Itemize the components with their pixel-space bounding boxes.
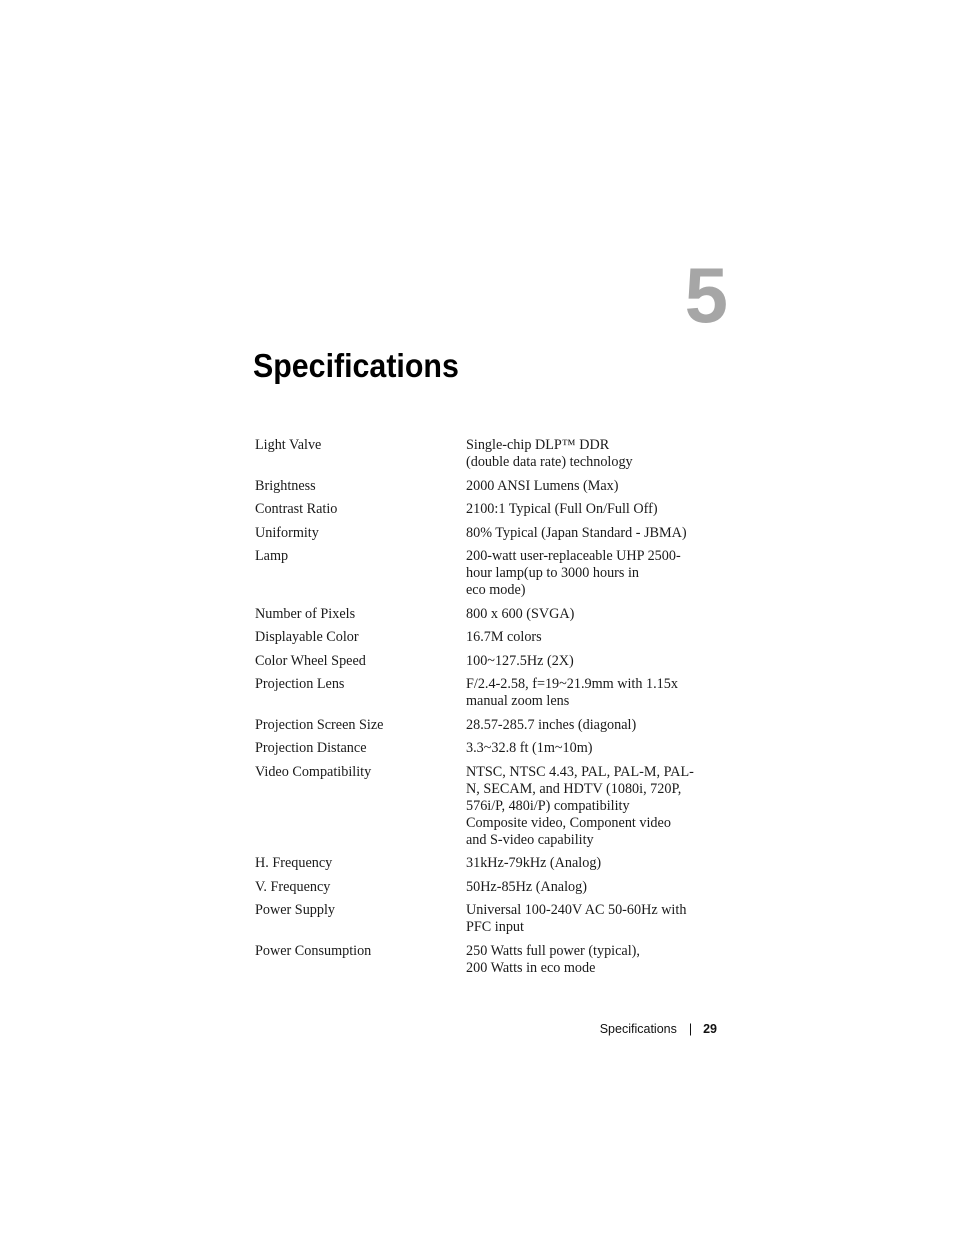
- spec-value: [466, 548, 700, 599]
- spec-label: Projection Lens: [255, 676, 345, 692]
- spec-label: Color Wheel Speed: [255, 652, 366, 669]
- spec-value-line: NTSC, NTSC 4.43, PAL, PAL-M, PAL-: [466, 763, 694, 780]
- spec-value-line: (double data rate) technology: [466, 454, 633, 470]
- footer-section-title: Specifications: [599, 1022, 677, 1036]
- page-footer: [600, 1020, 717, 1038]
- spec-row: [255, 501, 700, 518]
- page-title: Specifications: [253, 347, 459, 384]
- spec-value: [466, 478, 700, 495]
- spec-value: [466, 902, 700, 936]
- spec-value-line: manual zoom lens: [466, 693, 570, 709]
- spec-value-line: 16.7M colors: [466, 629, 542, 645]
- spec-value-line: 800 x 600 (SVGA): [466, 605, 575, 622]
- spec-label: Uniformity: [255, 524, 319, 541]
- spec-label: V. Frequency: [255, 878, 331, 895]
- spec-row: [255, 478, 700, 495]
- spec-table: [255, 437, 700, 983]
- spec-value-line: F/2.4-2.58, f=19~21.9mm with 1.15x: [466, 676, 678, 692]
- spec-label: Brightness: [255, 477, 316, 494]
- spec-label: Power Consumption: [255, 942, 372, 959]
- spec-value-line: 576i/P, 480i/P) compatibility: [466, 797, 630, 814]
- spec-value-line: N, SECAM, and HDTV (1080i, 720P,: [466, 780, 682, 797]
- chapter-number: 5: [684, 251, 726, 339]
- spec-value-line: 50Hz-85Hz (Analog): [466, 878, 587, 895]
- spec-row: [255, 606, 700, 623]
- spec-value-line: 100~127.5Hz (2X): [466, 652, 574, 669]
- spec-row: [255, 548, 700, 599]
- spec-row: [255, 653, 700, 670]
- spec-value: [466, 437, 700, 471]
- spec-row: [255, 525, 700, 542]
- spec-row: [255, 902, 700, 936]
- spec-value-line: PFC input: [466, 919, 524, 935]
- spec-label: Contrast Ratio: [255, 501, 338, 517]
- spec-value: [466, 676, 700, 710]
- spec-label: Power Supply: [255, 902, 336, 918]
- spec-value-line: 250 Watts full power (typical),: [466, 942, 640, 959]
- spec-value-line: eco mode): [466, 582, 526, 598]
- spec-label: Video Compatibility: [255, 763, 372, 780]
- spec-value: [466, 629, 700, 646]
- spec-row: [255, 879, 700, 896]
- spec-row: [255, 676, 700, 710]
- spec-row: [255, 943, 700, 977]
- spec-value-line: and S-video capability: [466, 831, 594, 848]
- spec-value: [466, 764, 700, 849]
- spec-value-line: 80% Typical (Japan Standard - JBMA): [466, 524, 687, 541]
- spec-value: [466, 501, 700, 518]
- spec-row: [255, 437, 700, 471]
- spec-value-line: 200 Watts in eco mode: [466, 959, 596, 976]
- spec-label: Lamp: [255, 548, 289, 564]
- spec-value-line: 2100:1 Typical (Full On/Full Off): [466, 501, 658, 517]
- spec-row: [255, 740, 700, 757]
- spec-label: H. Frequency: [255, 855, 333, 871]
- spec-row: [255, 717, 700, 734]
- spec-value-line: 2000 ANSI Lumens (Max): [466, 477, 619, 494]
- page-number: 29: [703, 1022, 717, 1036]
- spec-value: [466, 943, 700, 977]
- spec-label: Projection Screen Size: [255, 716, 384, 733]
- spec-value-line: hour lamp(up to 3000 hours in: [466, 565, 639, 581]
- spec-value: [466, 740, 700, 757]
- spec-value: [466, 653, 700, 670]
- spec-value: [466, 606, 700, 623]
- spec-value-line: 3.3~32.8 ft (1m~10m): [466, 740, 593, 756]
- spec-row: [255, 764, 700, 849]
- spec-label: Projection Distance: [255, 740, 367, 756]
- spec-label: Number of Pixels: [255, 605, 356, 622]
- spec-value-line: Composite video, Component video: [466, 814, 671, 831]
- footer-separator: |: [688, 1022, 693, 1036]
- spec-value: [466, 525, 700, 542]
- spec-value-line: 200-watt user-replaceable UHP 2500-: [466, 548, 681, 564]
- spec-label: Light Valve: [255, 437, 322, 453]
- spec-value-line: 28.57-285.7 inches (diagonal): [466, 716, 637, 733]
- spec-value-line: Single-chip DLP™ DDR: [466, 437, 610, 453]
- spec-value: [466, 855, 700, 872]
- spec-value: [466, 717, 700, 734]
- spec-value-line: Universal 100-240V AC 50-60Hz with: [466, 902, 687, 918]
- spec-row: [255, 855, 700, 872]
- spec-value-line: 31kHz-79kHz (Analog): [466, 855, 602, 871]
- spec-label: Displayable Color: [255, 629, 359, 645]
- spec-value: [466, 879, 700, 896]
- spec-row: [255, 629, 700, 646]
